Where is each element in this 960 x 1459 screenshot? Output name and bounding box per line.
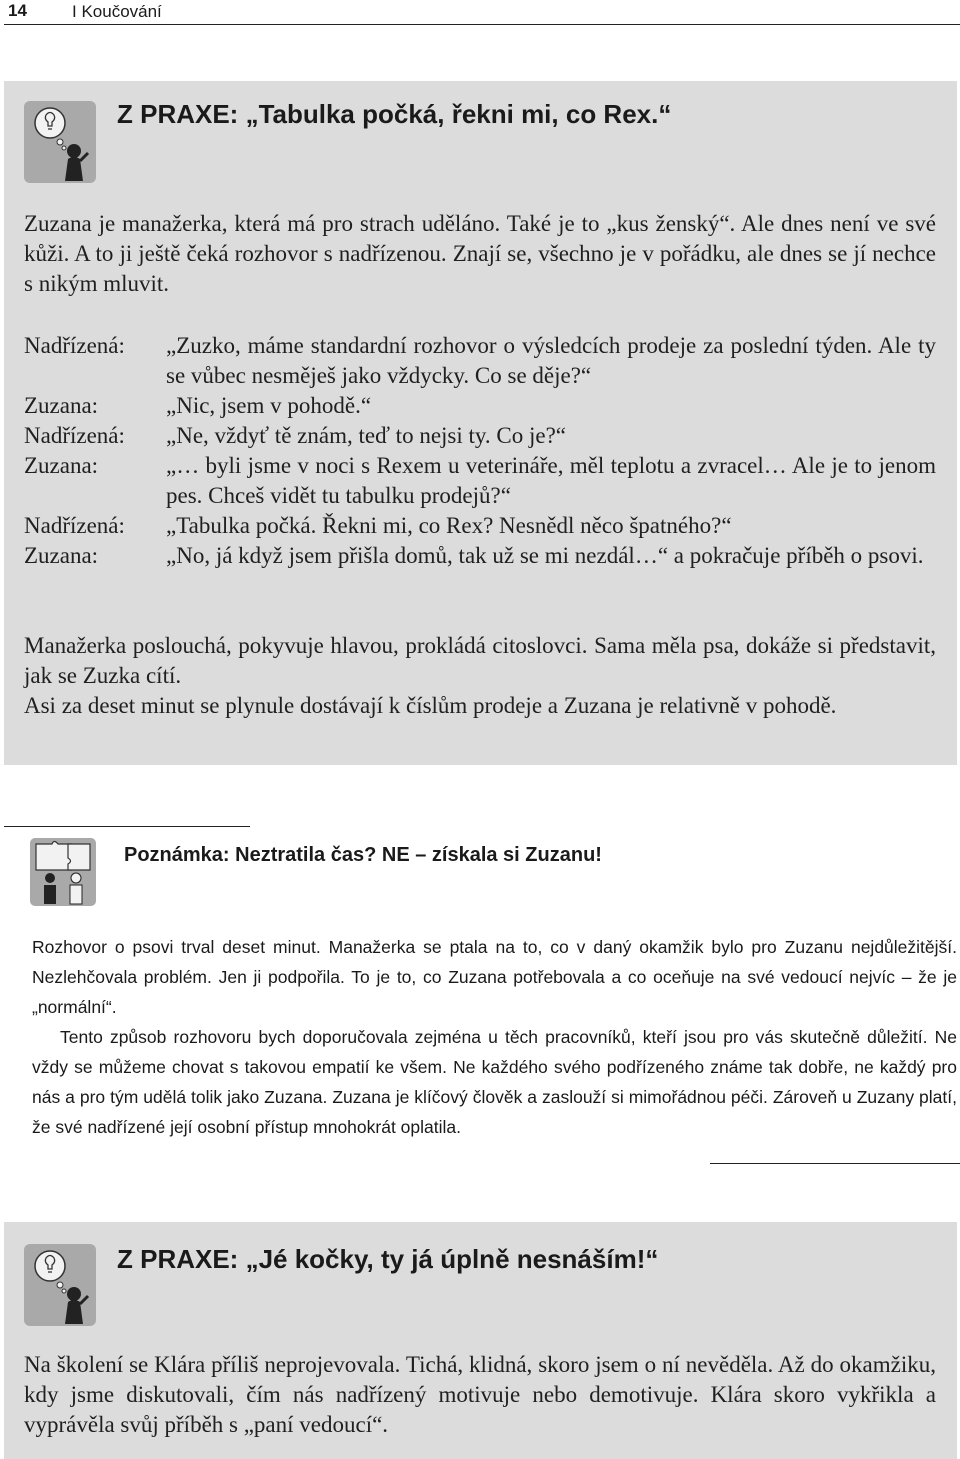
dialog-text: „Tabulka počká. Řekni mi, co Rex? Nesnědl něco špatného?“ xyxy=(166,513,732,538)
dialog-line xyxy=(24,511,936,541)
page-number: 14 xyxy=(8,1,27,20)
outro-paragraph: Manažerka poslouchá, pokyvuje hlavou, prokládá citoslovci. Sama měla psa, dokáže si představit, jak se Zuzka cítí. xyxy=(24,633,936,688)
dialog-text: „… byli jsme v noci s Rexem u veterináře, měl teplotu a zvracel… Ale je to jenom pes. Chceš vidět tu tabulku prodejů?“ xyxy=(166,453,936,508)
dialog-speaker: Zuzana: xyxy=(24,543,99,568)
dialog-line xyxy=(24,421,936,451)
people-puzzle-icon xyxy=(30,838,96,906)
practice-box-2 xyxy=(4,1222,957,1459)
note-paragraph: Tento způsob rozhovoru bych doporučovala zejména u těch pracovníků, kteří jsou pro vás skutečně důležití. Ne vždy se můžeme chovat s takovou empatií ke všem. Ne každého svého podřízeného známe tak dobře, ne každý pro nás a pro tým udělá tolik jako Zuzana. Zuzana je klíčový člověk a zaslouží si mimořádnou péči. Zároveň u Zuzany platí, že své nadřízené její osobní přístup mnohokrát oplatila. xyxy=(32,1027,957,1137)
dialog-text: „Zuzko, máme standardní rozhovor o výsledcích prodeje za poslední týden. Ale ty se vůbec nesměješ jako vždycky. Co se děje?“ xyxy=(166,333,936,388)
header-rule xyxy=(4,24,960,25)
note-top-rule xyxy=(4,826,250,827)
dialog-line xyxy=(24,331,936,391)
dialog-speaker: Nadřízená: xyxy=(24,333,125,358)
dialog-line xyxy=(24,541,936,601)
practice-box-1 xyxy=(4,81,957,765)
section-name: I Koučování xyxy=(72,2,162,21)
page-header xyxy=(4,0,960,24)
thinking-person-icon xyxy=(24,1244,96,1326)
dialog-text: „Nic, jsem v pohodě.“ xyxy=(166,393,372,418)
dialog-text: „No, já když jsem přišla domů, tak už se mi nezdál…“ a pokračuje příběh o psovi. xyxy=(166,543,924,568)
note-title: Poznámka: Neztratila čas? NE – získala si Zuzanu! xyxy=(124,844,602,866)
thinking-person-icon xyxy=(24,101,96,183)
dialog-speaker: Nadřízená: xyxy=(24,423,125,448)
dialog-line xyxy=(24,451,936,511)
outro-paragraph: Asi za deset minut se plynule dostávají k číslům prodeje a Zuzana je relativně v pohodě. xyxy=(24,693,837,718)
note-paragraph: Rozhovor o psovi trval deset minut. Manažerka se ptala na to, co v daný okamžik bylo pro Zuzanu nejdůležitější. Nezlehčovala problém. Jen ji podpořila. To je to, co Zuzana potřebovala a co oceňuje na své vedoucí nejvíc – že je „normální“. xyxy=(32,937,957,1017)
intro-paragraph: Na školení se Klára příliš neprojevovala. Tichá, klidná, skoro jsem o ní nevěděla. Až do okamžiku, kdy jsme diskutovali, čím nás nadřízený motivuje nebo demotivuje. Klára skoro vykřikla a vyprávěla svůj příběh s „paní vedoucí“. xyxy=(24,1352,936,1437)
dialog-speaker: Zuzana: xyxy=(24,393,99,418)
note-bottom-rule xyxy=(710,1163,960,1164)
dialog-line xyxy=(24,391,936,421)
dialog-speaker: Zuzana: xyxy=(24,453,99,478)
box-title: Z PRAXE: „Tabulka počká, řekni mi, co Rex.“ xyxy=(117,99,672,129)
box-title: Z PRAXE: „Jé kočky, ty já úplně nesnáším!“ xyxy=(117,1244,659,1274)
dialog-text: „Ne, vždyť tě znám, teď to nejsi ty. Co je?“ xyxy=(166,423,567,448)
intro-paragraph: Zuzana je manažerka, která má pro strach uděláno. Také je to „kus ženský“. Ale dnes není ve své kůži. A to ji ještě čeká rozhovor s nadřízenou. Znají se, všechno je v pořádku, ale dnes se jí nechce s nikým mluvit. xyxy=(24,211,936,296)
dialog-speaker: Nadřízená: xyxy=(24,513,125,538)
